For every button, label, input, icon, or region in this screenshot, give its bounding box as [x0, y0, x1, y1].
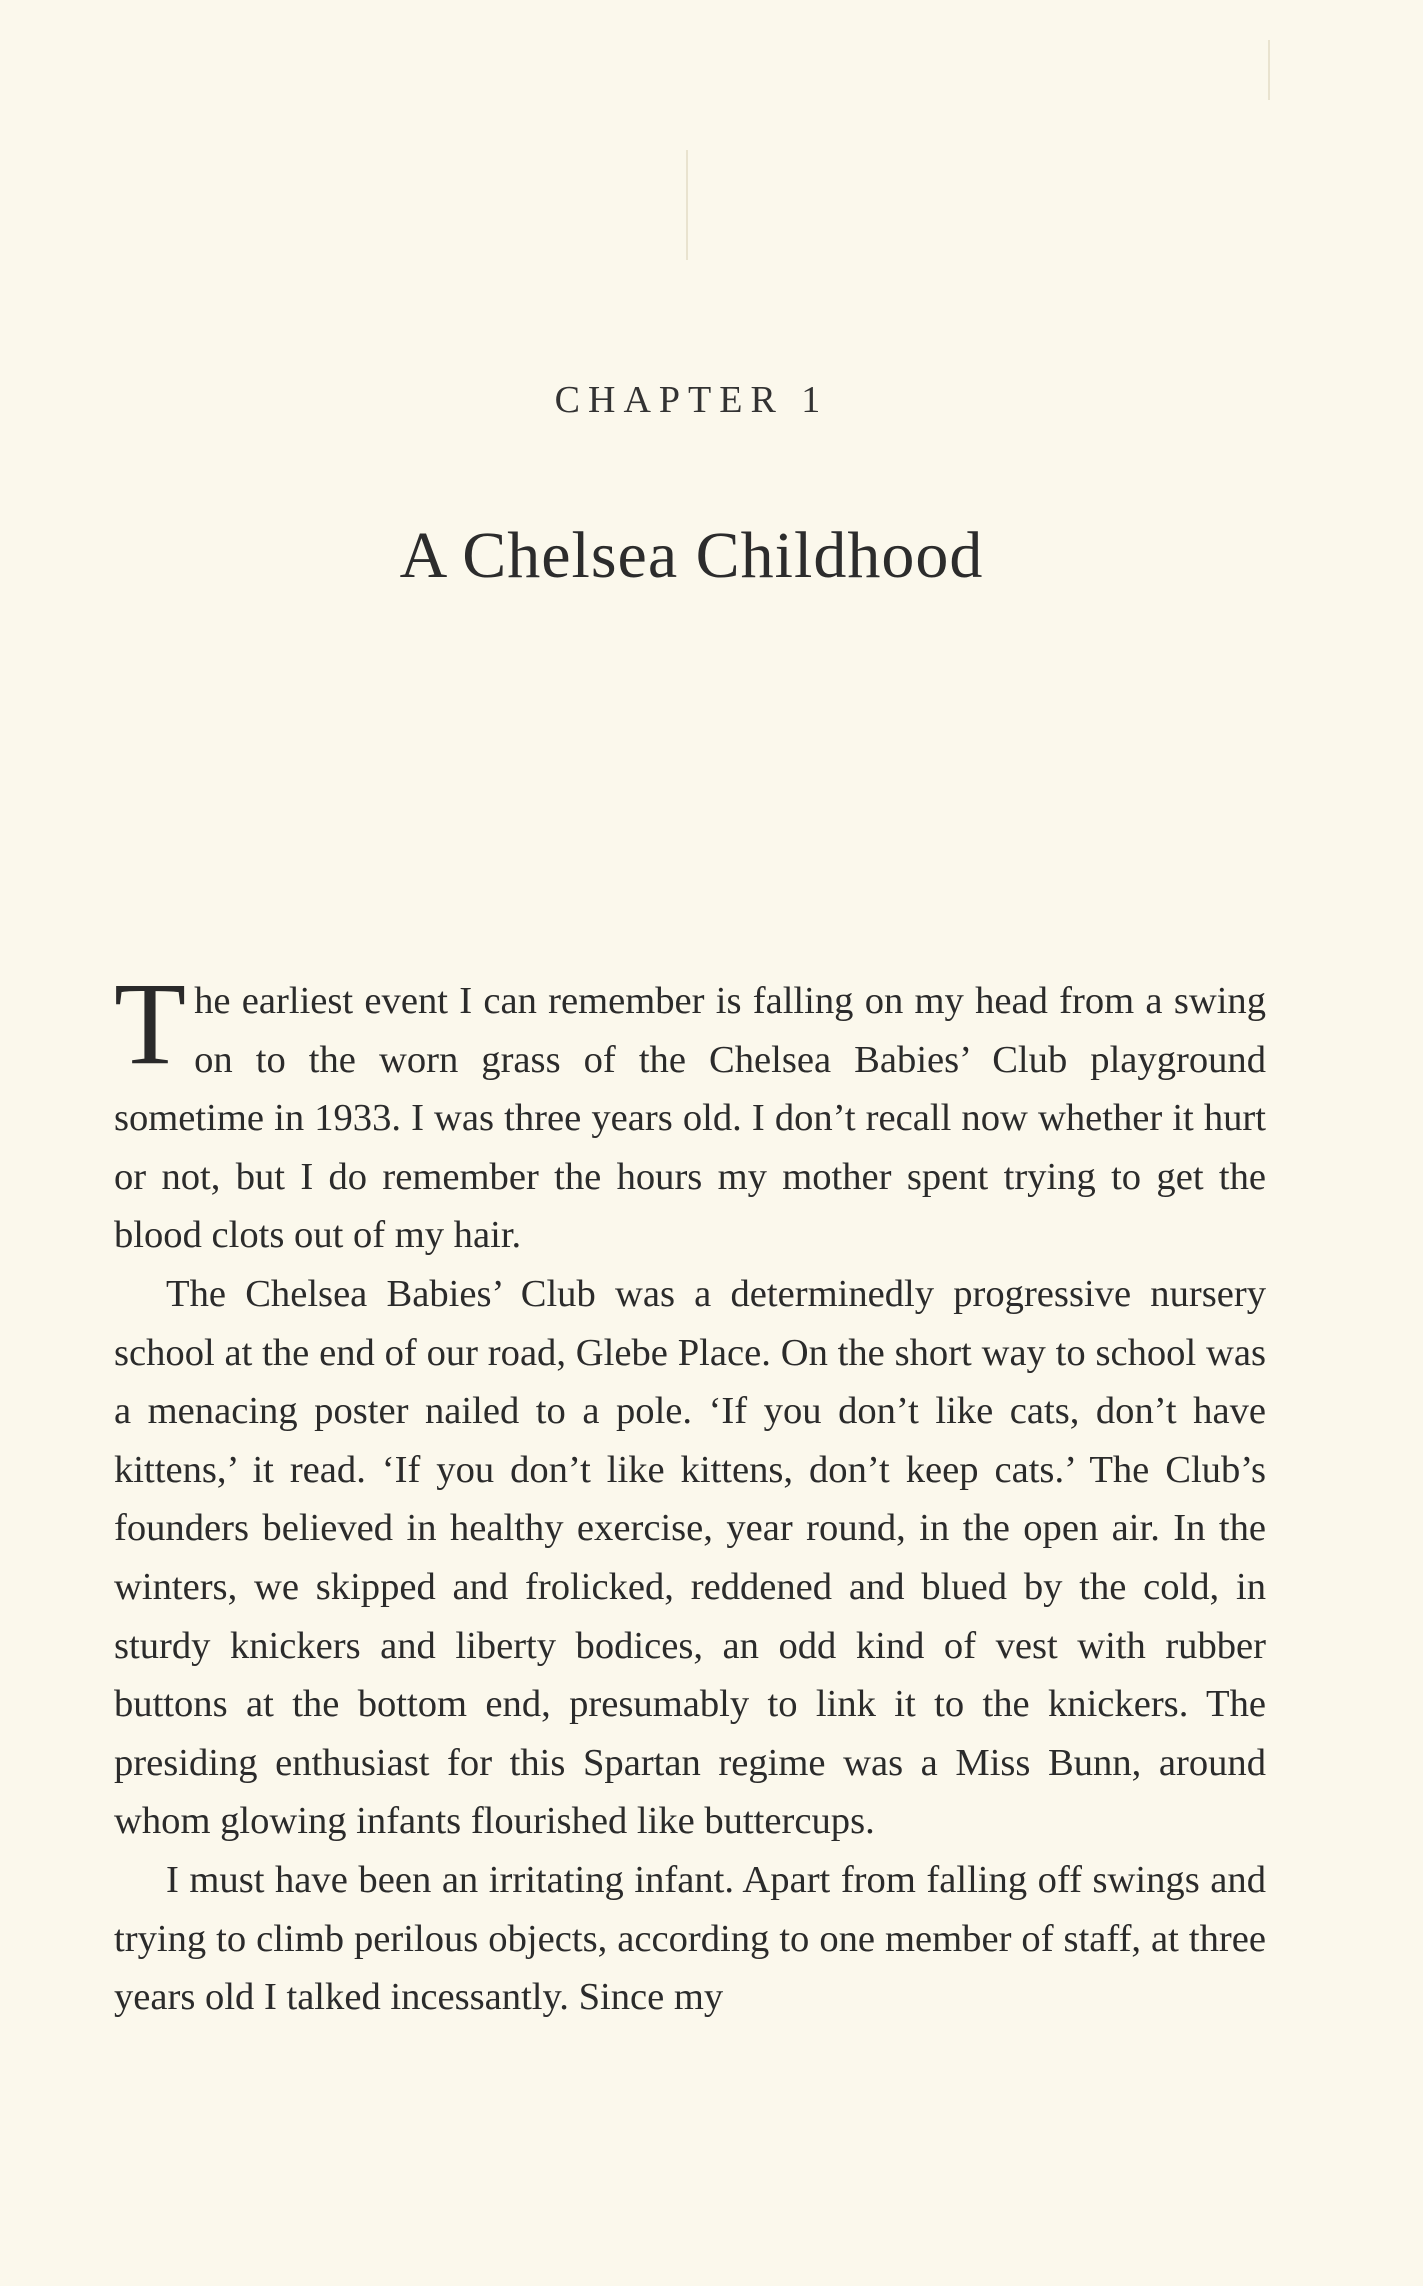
chapter-title: A Chelsea Childhood — [399, 519, 984, 592]
chapter-label: CHAPTER 1 — [554, 379, 829, 421]
scan-crease-line — [686, 150, 688, 260]
paragraph-1 — [114, 958, 1266, 1265]
paragraph-3: I must have been an irritating infant. Apart from falling off swings and trying to climb perilous objects, according to one member of staff, at three years old I talked incessantly. Since my — [114, 1858, 1266, 2019]
body-text — [114, 958, 1266, 2027]
drop-cap: T — [114, 958, 187, 1089]
paragraph-2: The Chelsea Babies’ Club was a determinedly progressive nursery school at the end of our road, Glebe Place. On the short way to school was a menacing poster nailed to a pole. ‘If you don’t like cats, don’t have kittens,’ it read. ‘If you don’t like kittens, don’t keep cats.’ The Club’s founders believed in healthy exercise, year round, in the open air. In the winters, we skipped and frolicked, reddened and blued by the cold, in sturdy knickers and liberty bodices, an odd kind of vest with rubber buttons at the bottom end, presumably to link it to the knickers. The presiding enthusiast for this Spartan regime was a Miss Bunn, around whom glowing infants flourished like buttercups. — [114, 1272, 1266, 1843]
scan-crease-line — [1268, 40, 1270, 100]
paragraph-1-text: he earliest event I can remember is falling on my head from a swing on to the worn grass of the Chelsea Babies’ Club playground sometime in 1933. I was three years old. I don’t recall now whether it hurt or not, but I do remember the hours my mother spent trying to get the blood clots out of my hair. — [114, 980, 1266, 1257]
